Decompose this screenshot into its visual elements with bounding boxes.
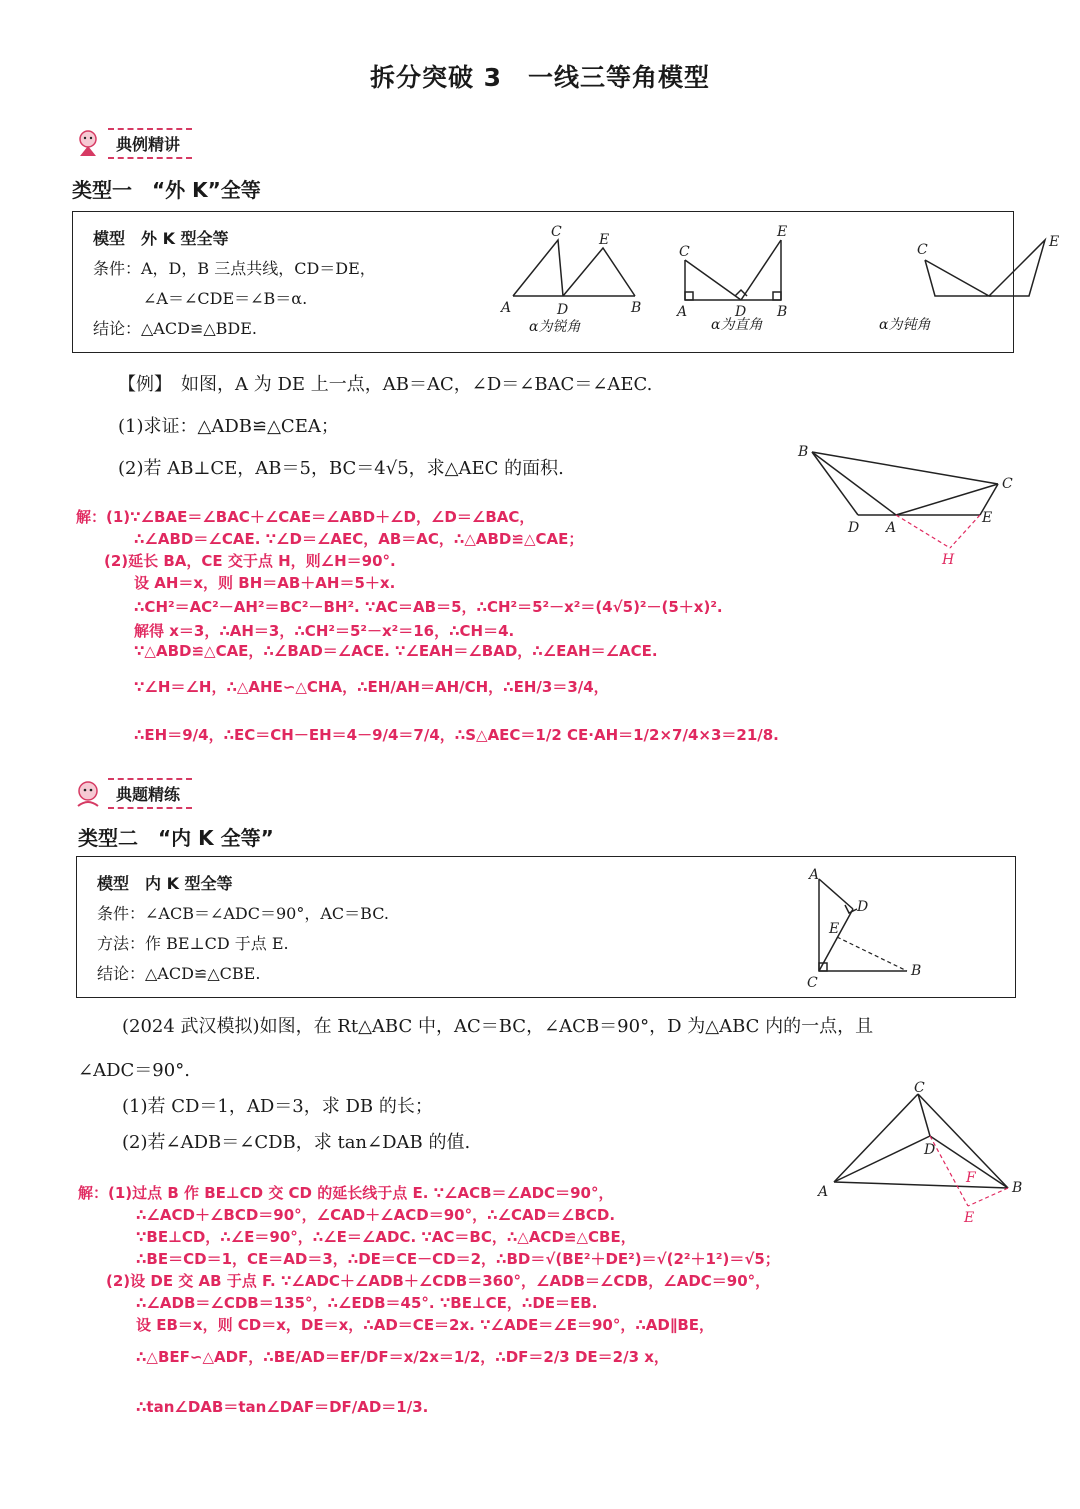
model-condition-angles: ∠A＝∠CDE＝∠B＝α. xyxy=(143,289,308,308)
diagram-right-angle xyxy=(685,240,781,300)
example-stem: 【例】 如图，A 为 DE 上一点，AB＝AC，∠D＝∠BAC＝∠AEC. xyxy=(118,374,653,395)
solution-line-8: ∵∠H＝∠H，∴△AHE∽△CHA，∴EH/AH＝AH/CH，∴EH/3＝3/4， xyxy=(134,678,609,696)
model-title: 模型 外 K 型全等 xyxy=(93,229,229,248)
solution-line-5: ∴CH²＝AC²－AH²＝BC²－BH². ∵AC＝AB＝5，∴CH²＝5²－x²＝(4√5)²－(5＋x)². xyxy=(134,598,723,616)
label-D: D xyxy=(557,302,569,318)
model-title-2: 模型 内 K 型全等 xyxy=(97,874,233,893)
section-banner-examples xyxy=(72,128,192,158)
label-C3: C xyxy=(917,242,928,258)
solution-line-4: 设 AH＝x，则 BH＝AB＋AH＝5＋x. xyxy=(134,574,396,592)
cartoon-mascot-icon xyxy=(72,778,108,808)
label-C2: C xyxy=(679,244,690,260)
ex-solution-line-9: ∴tan∠DAB＝tan∠DAF＝DF/AD＝1/3. xyxy=(136,1398,429,1416)
model-condition: 条件：A，D，B 三点共线，CD＝DE， xyxy=(93,259,376,278)
exercise-stem-1: (2024 武汉模拟)如图，在 Rt△ABC 中，AC＝BC，∠ACB＝90°，D 为△ABC 内的一点，且 xyxy=(122,1016,874,1037)
label-E2: E xyxy=(777,224,788,240)
svg-text:H: H xyxy=(942,552,955,568)
solution-line-2: ∴∠ABD＝∠CAE. ∵∠D＝∠AEC，AB＝AC，∴△ABD≌△CAE； xyxy=(134,530,584,548)
solution-line-7: ∵△ABD≌△CAE，∴∠BAD＝∠ACE. ∵∠EAH＝∠BAD，∴∠EAH＝∠ACE. xyxy=(134,642,658,660)
model-conclusion: 结论：△ACD≌△BDE. xyxy=(93,319,257,338)
model2-conclusion: 结论：△ACD≌△CBE. xyxy=(97,964,261,983)
banner-label: 典例精讲 xyxy=(108,128,192,159)
model-box-inner-k xyxy=(76,856,1016,998)
svg-text:E: E xyxy=(964,1210,975,1226)
svg-text:D: D xyxy=(857,899,869,915)
caption-acute: α为锐角 xyxy=(529,319,581,335)
cartoon-girl-icon xyxy=(72,128,108,158)
solution-line-1: 解：(1)∵∠BAE＝∠BAC＋∠CAE＝∠ABD＋∠D，∠D＝∠BAC， xyxy=(76,508,535,526)
page-title: 拆分突破 3 一线三等角模型 xyxy=(369,63,711,92)
diagram-obtuse-angle xyxy=(925,240,1045,296)
svg-text:E: E xyxy=(829,921,840,937)
label-D2: D xyxy=(735,304,747,320)
svg-text:D: D xyxy=(924,1142,936,1158)
ex-solution-line-8: ∴△BEF∽△ADF，∴BE/AD＝EF/DF＝x/2x＝1/2，∴DF＝2/3 DE＝2/3 x， xyxy=(136,1348,669,1366)
label-C: C xyxy=(551,224,562,240)
exercise-stem-2: ∠ADC＝90°. xyxy=(78,1060,190,1081)
label-B2: B xyxy=(777,304,788,320)
solution-line-6: 解得 x＝3，∴AH＝3，∴CH²＝5²－x²＝16，∴CH＝4. xyxy=(134,622,515,640)
ex-solution-line-6: ∴∠ADB＝∠CDB＝135°，∴∠EDB＝45°. ∵BE⊥CE，∴DE＝EB. xyxy=(136,1294,598,1312)
example-figure xyxy=(790,440,1030,570)
label-A: A xyxy=(501,300,512,316)
diagram-acute-angle xyxy=(513,240,635,296)
ex-solution-line-4: ∴BE＝CD＝1，CE＝AD＝3，∴DE＝CE－CD＝2，∴BD＝√(BE²＋DE²)＝√(2²＋1²)＝√5； xyxy=(136,1250,780,1268)
model2-condition: 条件：∠ACB＝∠ADC＝90°，AC＝BC. xyxy=(97,904,389,923)
svg-text:D: D xyxy=(848,520,860,536)
svg-text:E: E xyxy=(982,510,993,526)
exercise-q1: (1)若 CD＝1，AD＝3，求 DB 的长； xyxy=(122,1096,433,1117)
example-q2: (2)若 AB⊥CE，AB＝5，BC＝4√5，求△AEC 的面积. xyxy=(118,458,564,479)
caption-right: α为直角 xyxy=(711,317,763,333)
type2-heading: 类型二 “内 K 全等” xyxy=(78,826,274,850)
label-B: B xyxy=(631,300,642,316)
model2-method: 方法：作 BE⊥CD 于点 E. xyxy=(97,934,289,953)
svg-text:B: B xyxy=(911,963,922,979)
svg-text:C: C xyxy=(914,1080,925,1096)
label-A2: A xyxy=(677,304,688,320)
caption-obtuse: α为钝角 xyxy=(879,317,931,333)
ex-solution-line-2: ∴∠ACD＋∠BCD＝90°，∠CAD＋∠ACD＝90°，∴∠CAD＝∠BCD. xyxy=(136,1206,616,1224)
ex-solution-line-3: ∵BE⊥CD，∴∠E＝90°，∴∠E＝∠ADC. ∵AC＝BC，∴△ACD≌△CBE， xyxy=(136,1228,636,1246)
inner-k-figure xyxy=(797,865,977,993)
exercise-q2: (2)若∠ADB＝∠CDB，求 tan∠DAB 的值. xyxy=(122,1132,471,1153)
ex-solution-line-5: (2)设 DE 交 AB 于点 F. ∵∠ADC＋∠ADB＋∠CDB＝360°，∠ADB＝∠CDB，∠ADC＝90°， xyxy=(106,1272,771,1290)
example-q1: (1)求证：△ADB≌△CEA； xyxy=(118,416,339,437)
solution-line-3: (2)延长 BA，CE 交于点 H，则∠H＝90°. xyxy=(104,552,396,570)
ex-solution-line-7: 设 EB＝x，则 CD＝x，DE＝x，∴AD＝CE＝2x. ∵∠ADE＝∠E＝90°，∴AD∥BE， xyxy=(136,1316,715,1334)
ex-solution-line-1: 解：(1)过点 B 作 BE⊥CD 交 CD 的延长线于点 E. ∵∠ACB＝∠ADC＝90°， xyxy=(78,1184,614,1202)
type1-heading: 类型一 “外 K”全等 xyxy=(72,178,261,202)
exercise-figure xyxy=(806,1078,1040,1228)
svg-text:F: F xyxy=(966,1170,976,1186)
svg-text:A: A xyxy=(886,520,897,536)
label-E3: E xyxy=(1049,234,1060,250)
svg-text:A: A xyxy=(809,867,820,883)
label-E: E xyxy=(599,232,610,248)
solution-line-9: ∴EH＝9/4，∴EC＝CH－EH＝4－9/4＝7/4，∴S△AEC＝1/2 CE·AH＝1/2×7/4×3＝21/8. xyxy=(134,726,779,744)
svg-text:B: B xyxy=(798,444,809,460)
section-banner-practice xyxy=(72,778,192,808)
svg-text:C: C xyxy=(807,975,818,991)
svg-text:A: A xyxy=(818,1184,829,1200)
model-box-outer-k xyxy=(72,211,1060,353)
banner-label-2: 典题精练 xyxy=(108,778,192,809)
svg-text:B: B xyxy=(1012,1180,1023,1196)
svg-text:C: C xyxy=(1002,476,1013,492)
